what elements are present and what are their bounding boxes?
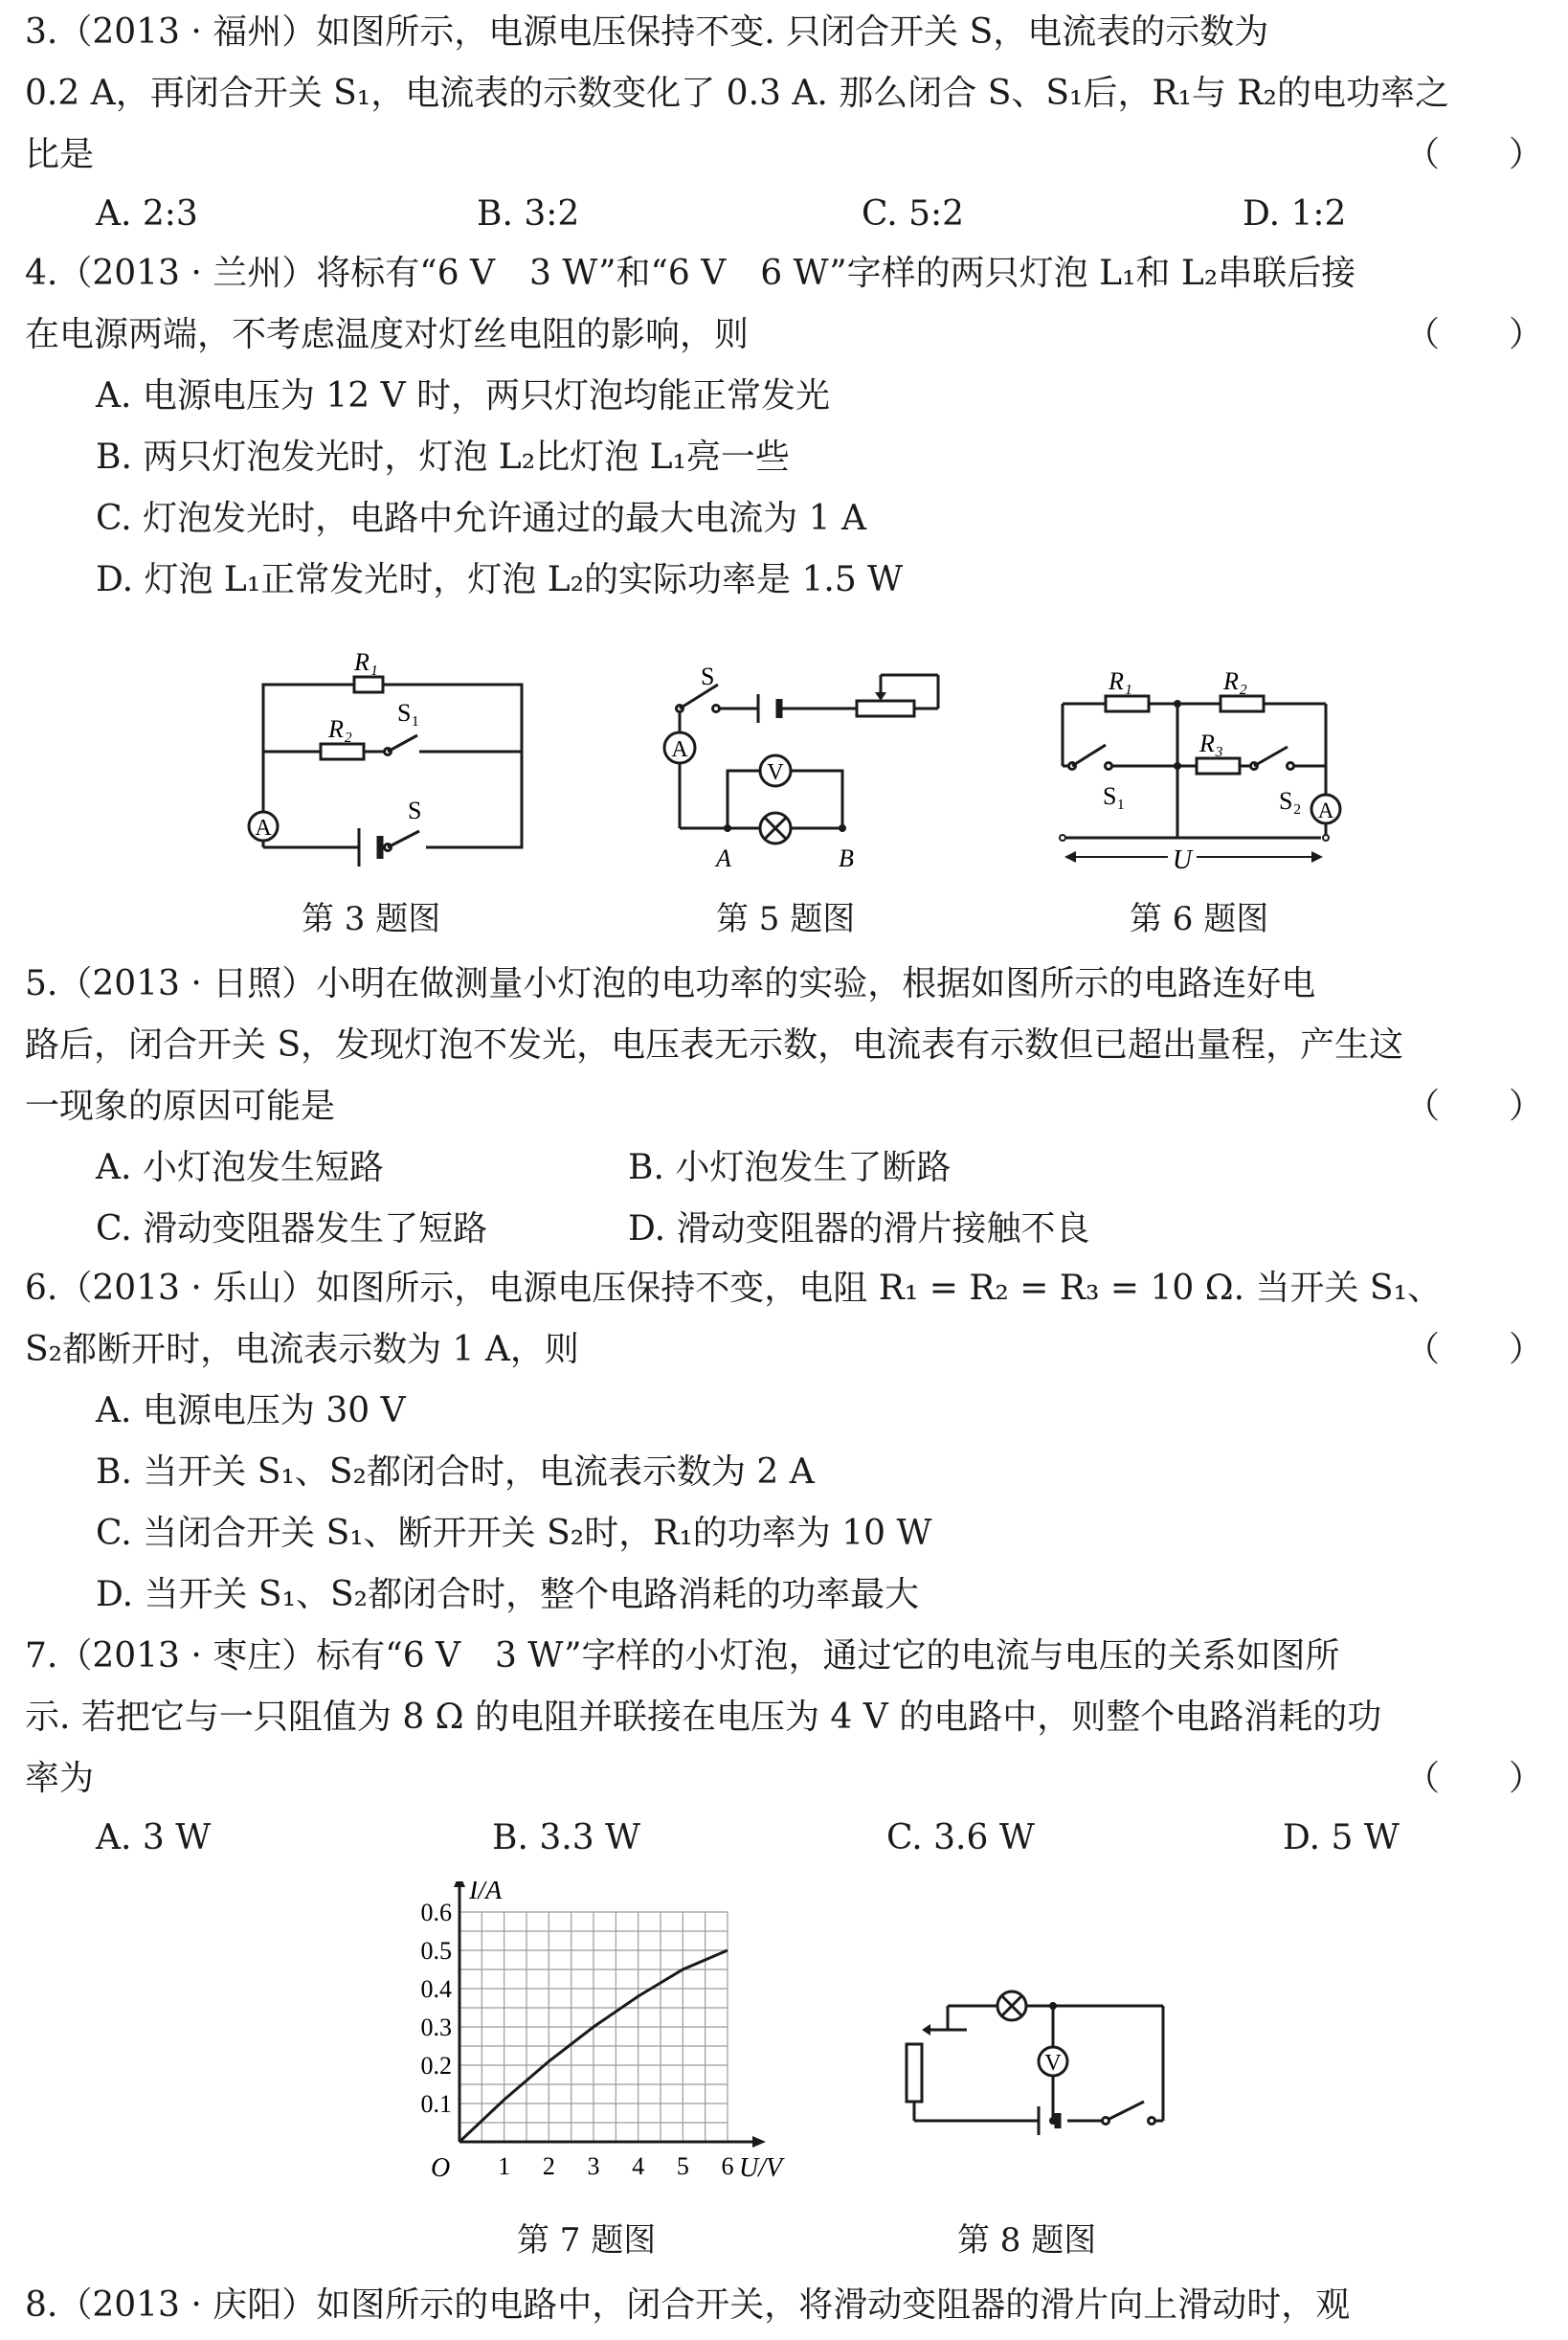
q7-line2: 示. 若把它与一只阻值为 8 Ω 的电阻并联接在电压为 4 V 的电路中，则整个电路消耗的功 (25, 1698, 1382, 1737)
x-axis-arrow (752, 2136, 766, 2148)
q5-option-a: A. 小灯泡发生短路 (96, 1148, 384, 1187)
fig6-label-u: U (1172, 845, 1193, 875)
fig6-label-r3: R₃ (1199, 730, 1223, 757)
q5-answer-paren: （ ） (1404, 1087, 1543, 1126)
q7-option-a: A. 3 W (96, 1818, 212, 1857)
q5-option-c: C. 滑动变阻器发生了短路 (96, 1209, 488, 1249)
fig5-voltmeter-label: V (767, 760, 784, 785)
q3-line1: 3.（2013 · 福州）如图所示，电源电压保持不变. 只闭合开关 S，电流表的示数为 (25, 12, 1269, 52)
fig7-y-axis-label: I/A (469, 1881, 503, 1905)
q7-answer-paren: （ ） (1404, 1759, 1543, 1798)
y-tick-label: 0.6 (420, 1899, 452, 1926)
q6-option-b: B. 当开关 S₁、S₂都闭合时，电流表示数为 2 A (96, 1452, 815, 1492)
fig3-caption: 第 3 题图 (302, 900, 441, 938)
q7-line3: 率为 (25, 1759, 95, 1798)
x-tick-label: 5 (676, 2152, 689, 2180)
q4-option-c: C. 灯泡发光时，电路中允许通过的最大电流为 1 A (96, 499, 866, 538)
fig6-caption: 第 6 题图 (1130, 900, 1269, 938)
q7-option-b: B. 3.3 W (492, 1818, 641, 1857)
q6-option-a: A. 电源电压为 30 V (96, 1391, 406, 1430)
fig3-label-s1: S₁ (397, 699, 420, 727)
y-axis-arrow (454, 1881, 465, 1887)
x-tick-label: 3 (587, 2152, 600, 2180)
x-tick-label: 6 (721, 2152, 734, 2180)
fig5-circuit-diagram (651, 656, 957, 881)
fig6-label-r2: R₂ (1223, 667, 1247, 695)
q6-option-d: D. 当开关 S₁、S₂都闭合时，整个电路消耗的功率最大 (96, 1575, 920, 1614)
fig3-ammeter-label: A (255, 816, 272, 841)
fig6-label-s2: S₂ (1279, 787, 1302, 815)
fig5-label-s: S (701, 663, 715, 690)
q4-line2: 在电源两端，不考虑温度对灯丝电阻的影响，则 (25, 315, 750, 354)
q3-option-d: D. 1:2 (1243, 194, 1347, 234)
q4-option-b: B. 两只灯泡发光时，灯泡 L₂比灯泡 L₁亮一些 (96, 438, 790, 477)
q5-line2: 路后，闭合开关 S，发现灯泡不发光，电压表无示数，电流表有示数但已超出量程，产生这 (25, 1025, 1404, 1065)
fig5-caption: 第 5 题图 (716, 900, 856, 938)
q4-option-a: A. 电源电压为 12 V 时，两只灯泡均能正常发光 (96, 376, 831, 416)
q7-option-c: C. 3.6 W (886, 1818, 1035, 1857)
fig7-iu-chart (383, 1881, 785, 2197)
q3-line3: 比是 (25, 135, 95, 174)
q5-option-b: B. 小灯泡发生了断路 (628, 1148, 952, 1187)
q3-option-c: C. 5:2 (862, 194, 965, 234)
q6-line2: S₂都断开时，电流表示数为 1 A，则 (25, 1330, 579, 1369)
y-tick-label: 0.3 (420, 2014, 452, 2041)
q3-answer-paren: （ ） (1404, 135, 1543, 174)
fig8-voltmeter-label: V (1044, 2051, 1062, 2076)
y-tick-label: 0.1 (420, 2090, 452, 2118)
q5-line3: 一现象的原因可能是 (25, 1087, 336, 1126)
q8-line1: 8.（2013 · 庆阳）如图所示的电路中，闭合开关，将滑动变阻器的滑片向上滑动时，观 (25, 2285, 1351, 2325)
fig6-label-s1: S₁ (1103, 782, 1126, 810)
x-tick-label: 2 (542, 2152, 555, 2180)
fig7-caption: 第 7 题图 (517, 2221, 657, 2260)
fig8-caption: 第 8 题图 (957, 2221, 1097, 2260)
fig6-ammeter-label: A (1317, 799, 1334, 822)
x-tick-label: 1 (498, 2152, 511, 2180)
q3-option-a: A. 2:3 (96, 194, 198, 234)
q7-line1: 7.（2013 · 枣庄）标有“6 V 3 W”字样的小灯泡，通过它的电流与电压的关系如图所 (25, 1636, 1340, 1676)
fig3-label-r2: R₂ (328, 715, 352, 743)
fig3-circuit-diagram (230, 637, 546, 881)
fig7-origin-label: O (431, 2153, 451, 2183)
q6-option-c: C. 当闭合开关 S₁、断开开关 S₂时，R₁的功率为 10 W (96, 1514, 932, 1553)
q6-line1: 6.（2013 · 乐山）如图所示，电源电压保持不变，电阻 R₁ = R₂ = R₃ = 10 Ω. 当开关 S₁、 (25, 1269, 1443, 1308)
x-tick-label: 4 (632, 2152, 645, 2180)
q5-option-d: D. 滑动变阻器的滑片接触不良 (628, 1209, 1090, 1249)
q4-option-d: D. 灯泡 L₁正常发光时，灯泡 L₂的实际功率是 1.5 W (96, 560, 904, 599)
fig5-ammeter-label: A (671, 737, 688, 762)
fig3-label-r1: R₁ (354, 648, 378, 676)
fig5-label-b: B (839, 844, 854, 872)
fig5-label-a: A (716, 844, 731, 872)
y-tick-label: 0.2 (420, 2052, 452, 2080)
fig3-label-s: S (408, 797, 422, 824)
y-tick-label: 0.4 (420, 1975, 452, 2003)
q5-line1: 5.（2013 · 日照）小明在做测量小灯泡的电功率的实验，根据如图所示的电路连好电 (25, 964, 1316, 1003)
q3-line2: 0.2 A，再闭合开关 S₁，电流表的示数变化了 0.3 A. 那么闭合 S、S₁后，R₁与 R₂的电功率之 (25, 74, 1449, 113)
q4-answer-paren: （ ） (1404, 315, 1543, 354)
y-tick-label: 0.5 (420, 1937, 452, 1965)
fig7-x-axis-label: U/V (739, 2153, 783, 2183)
q4-line1: 4.（2013 · 兰州）将标有“6 V 3 W”和“6 V 6 W”字样的两只灯泡 L₁和 L₂串联后接 (25, 254, 1356, 293)
fig6-label-r1: R₁ (1109, 667, 1132, 695)
q3-option-b: B. 3:2 (477, 194, 580, 234)
q6-answer-paren: （ ） (1404, 1330, 1543, 1369)
fig6-circuit-diagram (1043, 646, 1359, 881)
fig8-circuit-diagram (876, 1953, 1182, 2183)
q7-option-d: D. 5 W (1283, 1818, 1400, 1857)
